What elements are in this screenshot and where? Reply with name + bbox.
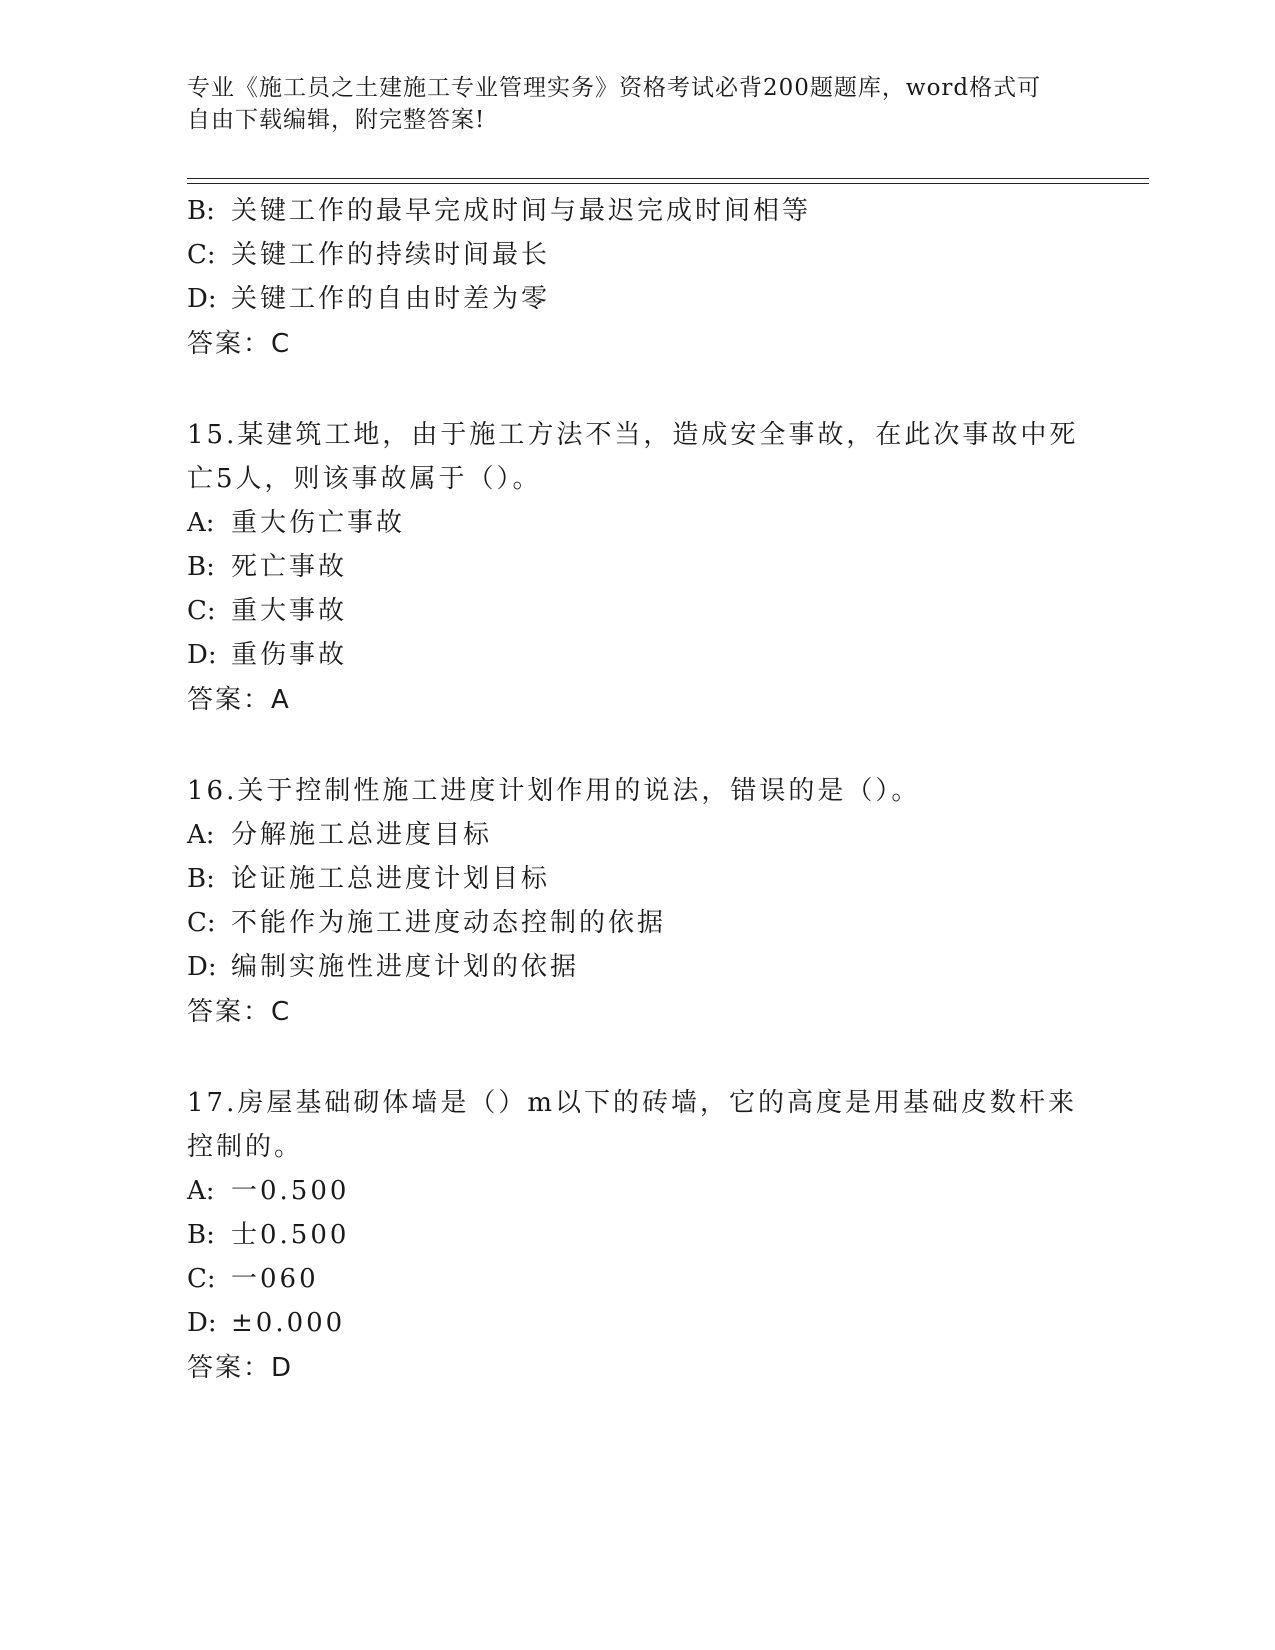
header-divider bbox=[187, 178, 1149, 184]
option-letter: B: bbox=[187, 1220, 215, 1250]
option-text: 重伤事故 bbox=[231, 640, 348, 670]
q15-stem-line-2: 亡5人，则该事故属于（）。 bbox=[187, 464, 542, 494]
option-letter: B: bbox=[187, 196, 215, 226]
option-letter: B: bbox=[187, 864, 215, 894]
option-letter: D: bbox=[187, 952, 217, 982]
option-text: 关键工作的持续时间最长 bbox=[231, 240, 551, 270]
q17-stem-line-2: 控制的。 bbox=[187, 1132, 304, 1162]
option-letter: D: bbox=[187, 284, 217, 314]
option-text: 关键工作的最早完成时间与最迟完成时间相等 bbox=[231, 196, 812, 226]
q14-option-c bbox=[187, 237, 550, 273]
q17-stem-line-1: 17.房屋基础砌体墙是（）m以下的砖墙，它的高度是用基础皮数杆来 bbox=[187, 1088, 1078, 1118]
option-text: 一0.500 bbox=[231, 1176, 350, 1206]
option-letter: D: bbox=[187, 1308, 217, 1338]
option-text: 一060 bbox=[231, 1264, 319, 1294]
q16-option-d bbox=[187, 949, 579, 985]
option-letter: A: bbox=[187, 1176, 215, 1206]
header-line-2: 自由下载编辑，附完整答案! bbox=[187, 107, 486, 133]
option-letter: C: bbox=[187, 908, 216, 938]
option-letter: C: bbox=[187, 240, 216, 270]
option-text: 重大事故 bbox=[231, 596, 348, 626]
q16-option-b bbox=[187, 861, 550, 897]
q17-option-a bbox=[187, 1173, 349, 1209]
q15-option-c bbox=[187, 593, 347, 629]
q14-option-d bbox=[187, 281, 550, 317]
q15-stem-line-1: 15.某建筑工地，由于施工方法不当，造成安全事故，在此次事故中死 bbox=[187, 420, 1079, 450]
option-text: 死亡事故 bbox=[231, 552, 348, 582]
q17-option-c bbox=[187, 1261, 319, 1297]
q15-option-d bbox=[187, 637, 347, 673]
option-text: 编制实施性进度计划的依据 bbox=[231, 952, 580, 982]
q14-option-b bbox=[187, 193, 811, 229]
q17-option-b bbox=[187, 1217, 349, 1253]
option-text: 不能作为施工进度动态控制的依据 bbox=[231, 908, 667, 938]
q14-answer: 答案：C bbox=[187, 329, 292, 359]
option-text: 重大伤亡事故 bbox=[231, 508, 406, 538]
q16-answer: 答案：C bbox=[187, 997, 292, 1027]
option-text: 分解施工总进度目标 bbox=[231, 820, 493, 850]
option-text: 士0.500 bbox=[231, 1220, 350, 1250]
option-letter: C: bbox=[187, 596, 216, 626]
header-line-1: 专业《施工员之土建施工专业管理实务》资格考试必背200题题库，word格式可 bbox=[187, 75, 1042, 101]
option-letter: A: bbox=[187, 820, 215, 850]
q17-option-d bbox=[187, 1305, 345, 1341]
option-text: ±0.000 bbox=[231, 1308, 346, 1338]
q15-option-a bbox=[187, 505, 405, 541]
q16-option-a bbox=[187, 817, 492, 853]
option-letter: C: bbox=[187, 1264, 216, 1294]
document-header bbox=[187, 72, 1087, 136]
q15-answer: 答案：A bbox=[187, 685, 291, 715]
option-letter: B: bbox=[187, 552, 215, 582]
q15-option-b bbox=[187, 549, 347, 585]
option-text: 论证施工总进度计划目标 bbox=[231, 864, 551, 894]
option-text: 关键工作的自由时差为零 bbox=[231, 284, 551, 314]
q16-option-c bbox=[187, 905, 666, 941]
q16-stem-line-1: 16.关于控制性施工进度计划作用的说法，错误的是（）。 bbox=[187, 776, 921, 806]
option-letter: D: bbox=[187, 640, 217, 670]
q17-answer: 答案：D bbox=[187, 1353, 294, 1383]
option-letter: A: bbox=[187, 508, 215, 538]
